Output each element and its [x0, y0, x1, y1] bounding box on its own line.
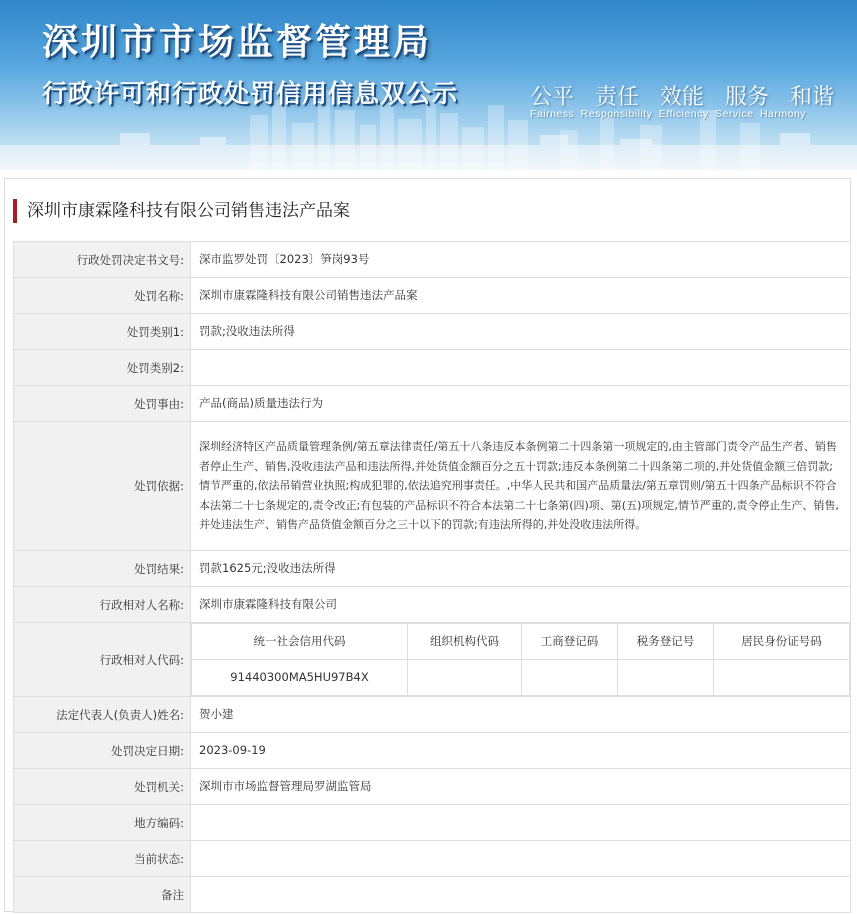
label-decision-no: 行政处罚决定书文号:: [14, 242, 191, 278]
value-tax-reg: [618, 660, 714, 696]
value-authority: 深圳市市场监督管理局罗湖监管局: [191, 769, 851, 805]
party-code-value-row: [192, 660, 850, 696]
label-party-code: 行政相对人代码:: [14, 623, 191, 697]
label-result: 处罚结果:: [14, 551, 191, 587]
header-credit-code: 统一社会信用代码: [192, 624, 408, 660]
header-id-number: 居民身份证号码: [714, 624, 850, 660]
value-legal-rep: 贺小建: [191, 697, 851, 733]
value-id-number: [714, 660, 850, 696]
value-reason: 产品(商品)质量违法行为: [191, 386, 851, 422]
value-remark: [191, 877, 851, 913]
value-party-name: 深圳市康霖隆科技有限公司: [191, 587, 851, 623]
value-result: 罚款1625元;没收违法所得: [191, 551, 851, 587]
row-basis: [14, 422, 851, 551]
label-reason: 处罚事由:: [14, 386, 191, 422]
label-party-name: 行政相对人名称:: [14, 587, 191, 623]
party-code-header-row: [192, 624, 850, 660]
banner-slogan-english: Fairness Responsibility Efficiency Service Harmony: [530, 108, 807, 120]
value-basis: 深圳经济特区产品质量管理条例/第五章法律责任/第五十八条违反本条例第二十四条第一项规定的,由主管部门责令产品生产者、销售者停止生产、销售,没收违法产品和违法所得,并处货值金额百分之五十罚款;违反本条例第二十四条第二项的,并处货值金额三倍罚款;情节严重的,依法吊销营业执照;构成犯罪的,依法追究刑事责任。,中华人民共和国产品质量法/第五章罚则/第五十四条产品标识不符合本法第二十七条规定的,责令改正;有包装的产品标识不符合本法第二十七条第(四)项、第(五)项规定,情节严重的,责令停止生产、销售,并处违法生产、销售产品货值金额百分之三十以下的罚款;有违法所得的,并处没收违法所得。: [191, 422, 851, 551]
value-category2: [191, 350, 851, 386]
row-decision-no: [14, 242, 851, 278]
header-business-reg: 工商登记码: [522, 624, 618, 660]
value-org-code: [408, 660, 522, 696]
value-category1: 罚款;没收违法所得: [191, 314, 851, 350]
row-case-name: [14, 278, 851, 314]
row-remark: [14, 877, 851, 913]
value-business-reg: [522, 660, 618, 696]
label-local-code: 地方编码:: [14, 805, 191, 841]
banner-title: 深圳市市场监督管理局: [42, 22, 433, 63]
party-code-table: [191, 623, 850, 696]
case-detail-panel: [4, 178, 851, 912]
party-code-cell: [191, 623, 851, 697]
row-local-code: [14, 805, 851, 841]
value-decision-no: 深市监罗处罚〔2023〕笋岗93号: [191, 242, 851, 278]
row-party-code: [14, 623, 851, 697]
value-local-code: [191, 805, 851, 841]
row-category1: [14, 314, 851, 350]
value-decision-date: 2023-09-19: [191, 733, 851, 769]
row-decision-date: [14, 733, 851, 769]
label-category2: 处罚类别2:: [14, 350, 191, 386]
case-title: 深圳市康霖隆科技有限公司销售违法产品案: [13, 199, 350, 223]
label-authority: 处罚机关:: [14, 769, 191, 805]
label-legal-rep: 法定代表人(负责人)姓名:: [14, 697, 191, 733]
row-category2: [14, 350, 851, 386]
row-status: [14, 841, 851, 877]
label-status: 当前状态:: [14, 841, 191, 877]
value-case-name: 深圳市康霖隆科技有限公司销售违法产品案: [191, 278, 851, 314]
header-banner: [0, 0, 857, 170]
row-legal-rep: [14, 697, 851, 733]
header-tax-reg: 税务登记号: [618, 624, 714, 660]
row-result: [14, 551, 851, 587]
banner-subtitle: 行政许可和行政处罚信用信息双公示: [42, 79, 459, 108]
banner-slogan: 公平 责任 效能 服务 和谐: [530, 85, 834, 110]
label-category1: 处罚类别1:: [14, 314, 191, 350]
row-reason: [14, 386, 851, 422]
label-basis: 处罚依据:: [14, 422, 191, 551]
row-party-name: [14, 587, 851, 623]
value-credit-code: 91440300MA5HU97B4X: [192, 660, 408, 696]
value-status: [191, 841, 851, 877]
label-case-name: 处罚名称:: [14, 278, 191, 314]
label-remark: 备注: [14, 877, 191, 913]
label-decision-date: 处罚决定日期:: [14, 733, 191, 769]
header-org-code: 组织机构代码: [408, 624, 522, 660]
row-authority: [14, 769, 851, 805]
case-info-table: [13, 241, 851, 913]
